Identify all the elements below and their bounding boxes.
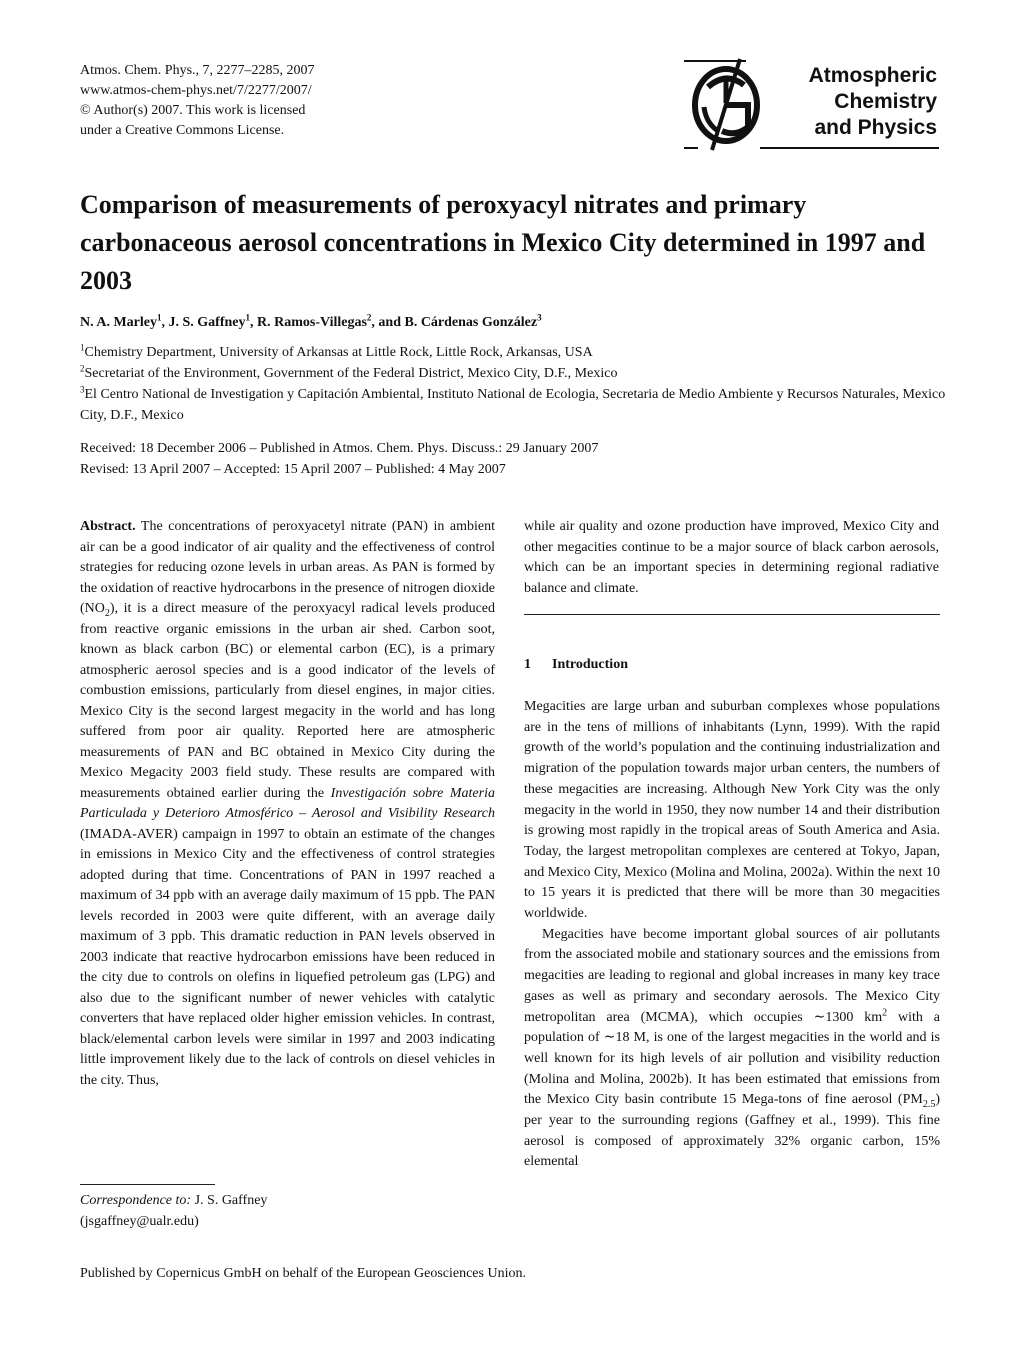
correspondence-note bbox=[80, 1190, 267, 1232]
paper-title: Comparison of measurements of peroxyacyl nitrates and primary carbonaceous aerosol concentrations in Mexico City determined in 1997 and 2003 bbox=[80, 190, 926, 295]
correspondence-label: Correspondence to: bbox=[80, 1193, 192, 1208]
author-name: R. Ramos-Villegas bbox=[256, 315, 367, 330]
citation-line: Atmos. Chem. Phys., 7, 2277–2285, 2007 bbox=[80, 63, 315, 78]
subscript: 2 bbox=[104, 607, 110, 619]
section-number: 1 bbox=[524, 657, 531, 672]
logo-word-chemistry: Chemistry bbox=[834, 90, 937, 113]
author-separator: , bbox=[161, 315, 169, 330]
author-affiliation-mark: 1 bbox=[245, 312, 250, 323]
paragraph-part: Megacities have become important global sources of air pollutants from the associated mobile and stationary sources and the emissions from megacities are leading to regional and global increases in many key trace gases as well as primary and secondary aerosols. The Mexico City metropolitan area (MCMA), which occupies ∼1300 km bbox=[524, 926, 940, 1025]
author-affiliation-mark: 1 bbox=[156, 312, 162, 323]
journal-url-link[interactable]: www.atmos-chem-phys.net/7/2277/2007/ bbox=[80, 83, 312, 98]
affiliation-text: El Centro National de Investigation y Capitación Ambiental, Instituto National de Ecologia, Secretaria de Medio Ambiente y Recursos Naturales, Mexico City, D.F., Mexico bbox=[80, 387, 946, 423]
received-date-line: Received: 18 December 2006 – Published in Atmos. Chem. Phys. Discuss.: 29 January 2007 bbox=[80, 441, 599, 456]
author-name: N. A. Marley bbox=[80, 315, 157, 330]
revised-date-line: Revised: 13 April 2007 – Accepted: 15 April 2007 – Published: 4 May 2007 bbox=[80, 462, 506, 477]
author-name: J. S. Gaffney bbox=[168, 315, 246, 330]
abstract-part: (IMADA-AVER) campaign in 1997 to obtain an estimate of the changes in emissions in Mexico City and the effectiveness of control strategies adopted during that time. Concentrations of PAN in 1997 reached a maximum of 34 ppb with an average daily maximum of 15 ppb. The PAN levels recorded in 2003 were quite different, with an average daily maximum of 3 ppb. This dramatic reduction in PAN levels observed in 2003 indicate that reactive hydrocarbon emissions have been reduced in the city due to controls on olefins in liquefied petroleum gas (LPG) and also due to the significant number of newer vehicles with catalytic converters that have replaced older higher emission vehicles. In contrast, black/elemental carbon levels were similar in 1997 and 2003 indicating little improvement likely due to the lack of controls on diesel vehicles in the city. Thus, bbox=[80, 826, 495, 1088]
affiliation-mark: 1 bbox=[80, 342, 85, 353]
paragraph-part: ) per year to the surrounding regions (Gaffney et al., 1999). This fine aerosol is composed of approximately 32% organic carbon, 15% elemental bbox=[524, 1092, 940, 1170]
license-line: under a Creative Commons License. bbox=[80, 123, 285, 138]
author-affiliation-mark: 2 bbox=[366, 312, 372, 323]
logo-word-physics: and Physics bbox=[814, 116, 937, 139]
affiliation-mark: 2 bbox=[80, 363, 85, 374]
page-footer: Published by Copernicus GmbH on behalf of the European Geosciences Union. bbox=[80, 1266, 526, 1281]
author-separator: , and bbox=[371, 315, 405, 330]
affiliation-item bbox=[80, 363, 950, 384]
abstract-continuation: while air quality and ozone production have improved, Mexico City and other megacities continue to be a major source of black carbon aerosols, which can be an important species in determining regional radiative balance and climate. bbox=[524, 519, 939, 596]
paragraph: Megacities are large urban and suburban complexes whose populations are in the tens of millions of inhabitants (Lynn, 1999). With the rapid growth of the world’s population and the continuing industrialization and migration of the population towards major urban centers, the numbers of these megacities are increasing. Although New York City was the only megacity in the world in 1950, they now number 14 and their distribution is growing most rapidly in the tropical areas of South America and Asia. Today, the largest metropolitan complexes are centered at Tokyo, Japan, and Mexico City, Mexico (Molina and Molina, 2002a). Within the next 10 to 15 years it is predicted that there will be more than 30 megacities worldwide. bbox=[524, 699, 940, 922]
author-separator: , bbox=[249, 315, 257, 330]
superscript: 2 bbox=[882, 1006, 888, 1018]
paragraph-part: with a population of ∼18 M, is one of the largest megacities in the world and is well known for its high levels of air pollution and visibility reduction (Molina and Molina, 2002b). It has been estimated that emissions from the Mexico City basin contribute 15 Mega-tons of fine aerosol (PM bbox=[524, 1009, 940, 1108]
journal-citation-block bbox=[80, 61, 315, 141]
abstract-end-rule bbox=[524, 614, 940, 615]
subscript: 2.5 bbox=[922, 1099, 936, 1111]
section-heading-introduction bbox=[524, 657, 628, 673]
correspondence-email-link[interactable]: (jsgaffney@ualr.edu) bbox=[80, 1214, 199, 1229]
egu-globe-icon bbox=[686, 57, 772, 152]
section-title: Introduction bbox=[552, 657, 628, 672]
abstract-part: The concentrations of peroxyacetyl nitrate (PAN) in ambient air can be a good indicator of air quality and the effectiveness of control strategies for reducing ozone levels in urban areas. As PAN is formed by the oxidation of reactive hydrocarbons in the presence of nitrogen dioxide (NO bbox=[80, 519, 495, 616]
affiliation-item bbox=[80, 342, 950, 363]
affiliation-list bbox=[80, 342, 950, 426]
affiliation-item bbox=[80, 384, 950, 426]
journal-logo bbox=[684, 57, 939, 152]
affiliation-text: Secretariat of the Environment, Government of the Federal District, Mexico City, D.F., Mexico bbox=[84, 366, 618, 381]
footnote-rule bbox=[80, 1184, 215, 1185]
introduction-body bbox=[524, 697, 940, 1173]
abstract-label: Abstract. bbox=[80, 519, 136, 534]
author-list bbox=[80, 312, 542, 331]
publication-dates bbox=[80, 438, 598, 480]
author-name: B. Cárdenas González bbox=[404, 315, 538, 330]
affiliation-mark: 3 bbox=[80, 384, 85, 395]
campaign-name: Investigación sobre Materia Particulada y Deterioro Atmosférico – Aerosol and Visibility Research bbox=[80, 785, 495, 821]
abstract-text bbox=[80, 517, 495, 1091]
logo-word-atmospheric: Atmospheric bbox=[808, 64, 937, 87]
abstract-part: ), it is a direct measure of the peroxyacyl radical levels produced from reactive organic emissions in the urban air shed. Carbon soot, known as black carbon (BC) or elemental carbon (EC), is a primary atmospheric aerosol species and is a good indicator of the levels of combustion emissions, particularly from diesel engines, in major cities. Mexico City is the second largest megacity in the world and has long suffered from poor air quality. Reported here are atmospheric measurements of PAN and BC obtained in Mexico City during the Mexico Megacity 2003 field study. These results are compared with measurements obtained earlier during the bbox=[80, 601, 495, 801]
paragraph bbox=[524, 925, 940, 1173]
copyright-line: © Author(s) 2007. This work is licensed bbox=[80, 103, 306, 118]
correspondence-name: J. S. Gaffney bbox=[191, 1193, 268, 1208]
author-affiliation-mark: 3 bbox=[537, 312, 542, 323]
logo-rule bbox=[760, 147, 939, 149]
affiliation-text: Chemistry Department, University of Arkansas at Little Rock, Little Rock, Arkansas, USA bbox=[84, 345, 593, 360]
